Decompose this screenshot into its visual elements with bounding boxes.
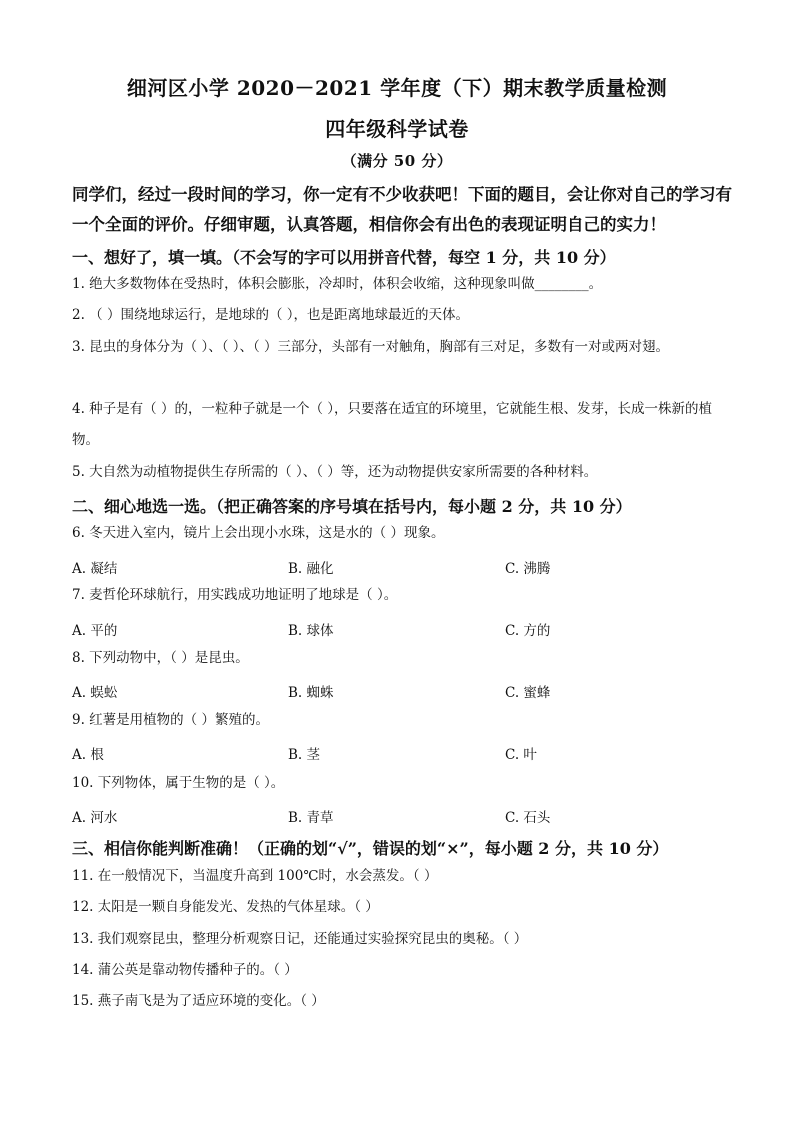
question-13: 13. 我们观察昆虫，整理分析观察日记，还能通过实验探究昆虫的奥秘。（ ） — [72, 931, 528, 947]
question-4: 4. 种子是有（ ）的，一粒种子就是一个（ ），只要落在适宜的环境里，它就能生根、发芽，长成一株新的植物。 — [72, 401, 713, 448]
option-a: A. 平的 — [72, 623, 118, 639]
question-11: 11. 在一般情况下，当温度升高到 100℃时，水会蒸发。（ ） — [72, 868, 438, 884]
option-b: B. 蜘蛛 — [288, 685, 334, 701]
option-b: B. 青草 — [288, 810, 334, 826]
question-5: 5. 大自然为动植物提供生存所需的（ ）、（ ）等，还为动物提供安家所需要的各种材料。 — [72, 464, 598, 480]
section-heading-fill: 一、想好了，填一填。（不会写的字可以用拼音代替，每空 1 分，共 10 分） — [72, 248, 616, 267]
question-6: 6. 冬天进入室内，镜片上会出现小水珠，这是水的（ ）现象。 — [72, 525, 445, 541]
option-c: C. 石头 — [505, 810, 551, 826]
question-1: 1. 绝大多数物体在受热时，体积会膨胀，冷却时，体积会收缩，这种现象叫做________。 — [72, 276, 603, 292]
question-2: 2. （ ）围绕地球运行，是地球的（ ），也是距离地球最近的天体。 — [72, 307, 470, 323]
section-heading-judge: 三、相信你能判断准确！（正确的划“√”，错误的划“×”，每小题 2 分，共 10 分） — [72, 839, 669, 858]
option-b: B. 融化 — [288, 561, 334, 577]
question-8: 8. 下列动物中，（ ）是昆虫。 — [72, 650, 249, 666]
option-a: A. 河水 — [72, 810, 118, 826]
exam-subtitle: 四年级科学试卷 — [325, 117, 469, 141]
option-b: B. 球体 — [288, 623, 334, 639]
question-14: 14. 蒲公英是靠动物传播种子的。（ ） — [72, 962, 298, 978]
question-7: 7. 麦哲伦环球航行，用实践成功地证明了地球是（ ）。 — [72, 587, 398, 603]
option-c: C. 叶 — [505, 747, 537, 763]
option-c: C. 蜜蜂 — [505, 685, 551, 701]
question-15: 15. 燕子南飞是为了适应环境的变化。（ ） — [72, 993, 325, 1009]
question-10: 10. 下列物体，属于生物的是（ ）。 — [72, 775, 285, 791]
question-3: 3. 昆虫的身体分为（ ）、（ ）、（ ）三部分，头部有一对触角，胸部有三对足，多数有一对或两对翅。 — [72, 339, 670, 355]
option-a: A. 凝结 — [72, 561, 118, 577]
option-a: A. 根 — [72, 747, 104, 763]
question-9: 9. 红薯是用植物的（ ）繁殖的。 — [72, 712, 269, 728]
option-c: C. 方的 — [505, 623, 551, 639]
intro-paragraph: 同学们，经过一段时间的学习，你一定有不少收获吧！下面的题目，会让你对自己的学习有一个全面的评价。仔细审题，认真答题，相信你会有出色的表现证明自己的实力！ — [72, 185, 732, 234]
option-b: B. 茎 — [288, 747, 321, 763]
score-note: （满分 50 分） — [341, 152, 453, 170]
option-a: A. 蜈蚣 — [72, 685, 118, 701]
section-heading-choice: 二、细心地选一选。（把正确答案的序号填在括号内，每小题 2 分，共 10 分） — [72, 497, 632, 516]
question-12: 12. 太阳是一颗自身能发光、发热的气体星球。（ ） — [72, 899, 379, 915]
exam-title: 细河区小学 2020－2021 学年度（下）期末教学质量检测 — [126, 76, 668, 100]
option-c: C. 沸腾 — [505, 561, 551, 577]
